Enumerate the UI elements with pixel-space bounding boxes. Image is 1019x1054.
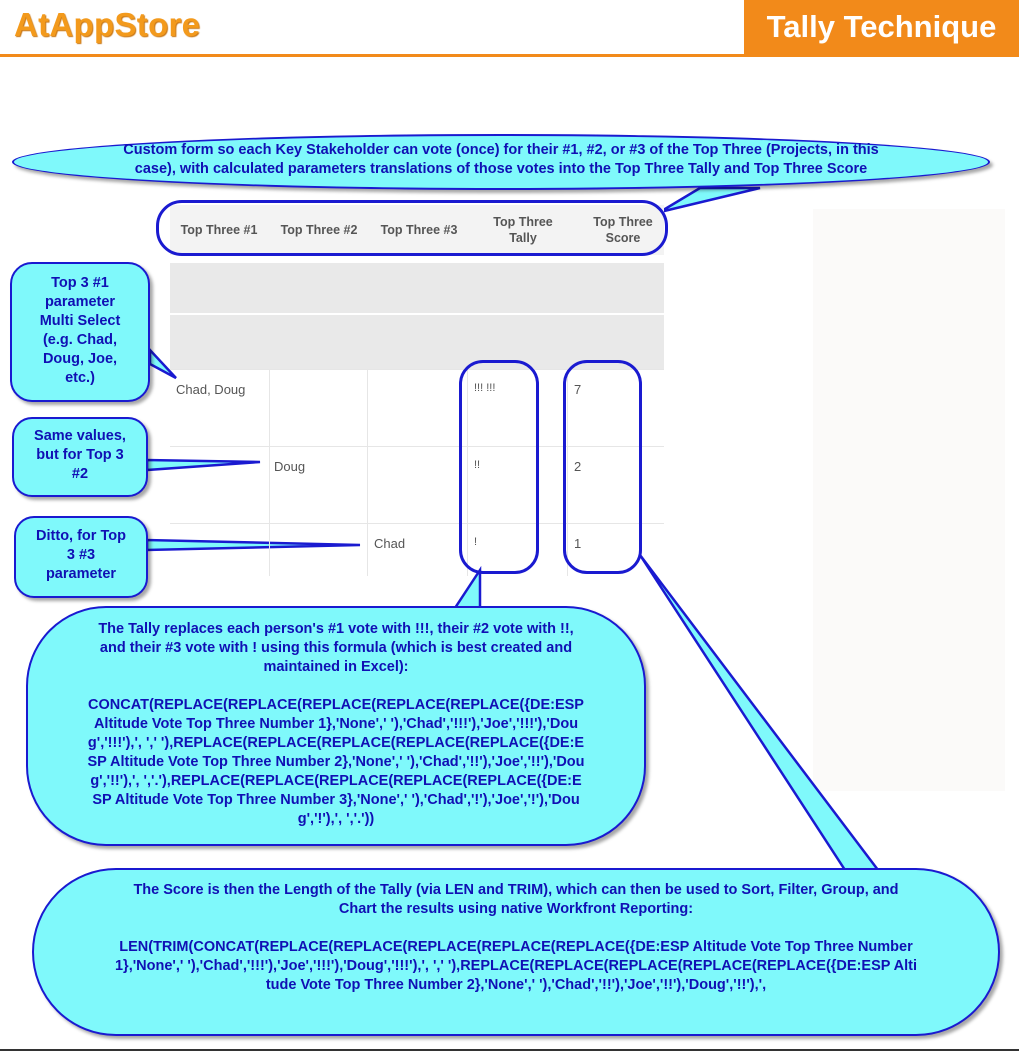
cell-top-three-3 [368,370,468,447]
cell-score: 2 [574,459,582,474]
page-title: Tally Technique [766,9,997,44]
tally-formula-text: CONCAT(REPLACE(REPLACE(REPLACE(REPLACE(REPLACE({DE:ESP Altitude Vote Top Three Number 1},'None',' '),'Chad','!!!'),'Joe','!!!'),'Doug','!!!'),', ',' '),REPLACE(REPLACE(REPLACE(REPLACE(REPLACE({DE:ESP Altitude Vote Top Three Number 2},'None',' '),'Chad','!!'),'Joe','!!'),'Doug','!!'),', ','.'),REPLACE(REPLACE(REPLACE(REPLACE(REPLACE({DE:ESP Altitude Vote Top Three Number 3},'None',' '),'Chad','!'),'Joe','!'),'Doug','!'),', ','.')) [87,697,585,827]
cell-tally: !!! !!! [468,370,568,447]
tally-intro-text: The Tally replaces each person's #1 vote with !!!, their #2 vote with !!, and their #3 vote with ! using this formula (which is best created and maintained in Excel): [98,621,574,675]
callout-same-values [12,417,148,497]
callout-tally-formula [26,606,646,846]
cell-score: 1 [574,536,582,551]
column-header-top-three-tally[interactable]: Top Three Tally [493,215,553,245]
callout-score-formula [32,868,1000,1036]
pointer-top [660,188,760,212]
cell-top-three-2 [268,524,368,576]
callout-multiselect [10,262,150,402]
title-banner [744,0,1019,54]
cell-top-three-1 [170,524,270,576]
column-header-top-three-score[interactable]: Top Three Score [593,215,653,245]
callout-same-values-text: Same values, but for Top 3 #2 [34,428,126,482]
cell-top-three-3 [368,447,468,524]
cell-top-three-2 [268,370,368,447]
cell-top-three-2: Doug [268,447,368,524]
header-highlight-oval [156,200,668,256]
score-formula-text: LEN(TRIM(CONCAT(REPLACE(REPLACE(REPLACE(REPLACE(REPLACE({DE:ESP Altitude Vote Top Three Number 1},'None',' '),'Chad','!!!'),'Joe','!!!'),'Doug','!!!'),', ',' '),REPLACE(REPLACE(REPLACE(REPLACE(REPLACE({DE:ESP Altitude Vote Top Three Number 2},'None',' '),'Chad','!!'),'Joe','!!'),'Doug','!!'),', [114,939,917,993]
callout-multiselect-text: Top 3 #1 parameter Multi Select (e.g. Chad, Doug, Joe, etc.) [39,275,121,386]
cell-top-three-3: Chad [368,524,468,576]
callout-custom-form-text: Custom form so each Key Stakeholder can vote (once) for their #1, #2, or #3 of the Top Three (Projects, in this case), with calculated parameters translations of those votes into the Top Three Tally and Top Three Score [123,142,879,177]
callout-ditto-text: Ditto, for Top 3 #3 parameter [36,528,126,582]
cell-tally: ! [468,524,568,576]
cell-score: 7 [574,382,582,397]
cell-tally: !! [468,447,568,524]
column-header-top-three-1[interactable]: Top Three #1 [180,223,258,237]
cell-top-three-1 [170,447,270,524]
brand-logo: AtAppStore [14,6,201,43]
score-highlight-oval [563,360,642,574]
callout-custom-form [12,134,990,190]
empty-band [170,263,664,313]
score-intro-text: The Score is then the Length of the Tally (via LEN and TRIM), which can then be used to Sort, Filter, Group, and Chart the results using native Workfront Reporting: [133,882,899,917]
column-header-top-three-2[interactable]: Top Three #2 [280,223,358,237]
column-header-top-three-3[interactable]: Top Three #3 [380,223,458,237]
callout-ditto [14,516,148,598]
cell-top-three-1: Chad, Doug [170,370,270,447]
tally-highlight-oval [459,360,539,574]
footer-divider [0,1049,1019,1051]
header-divider [0,54,1019,57]
side-panel [813,209,1005,791]
